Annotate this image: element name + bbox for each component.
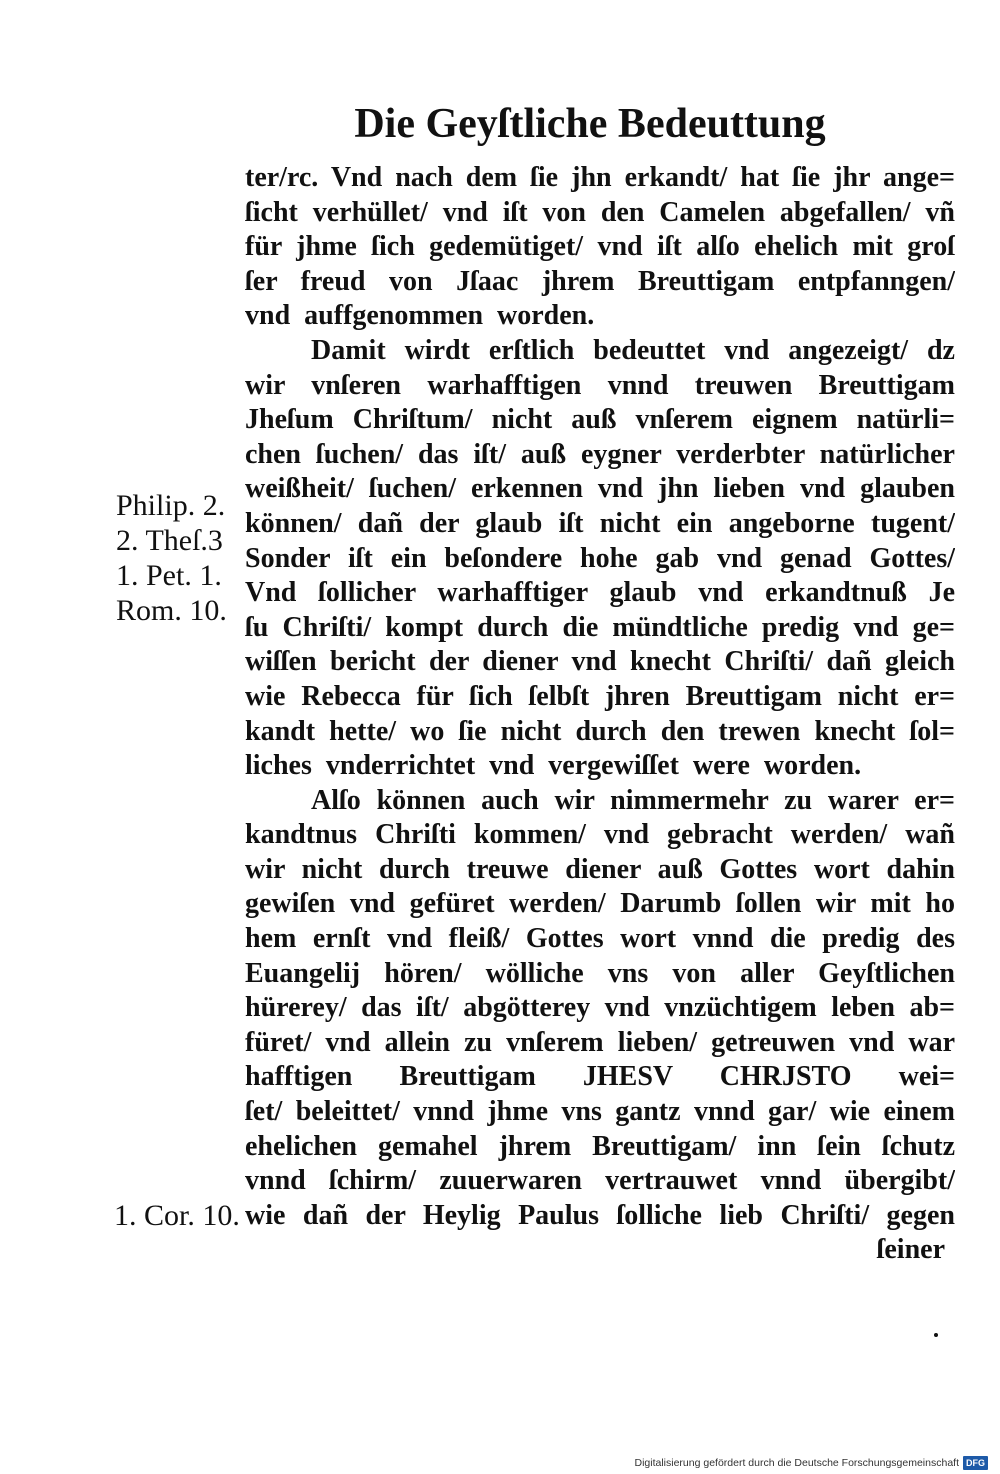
text-line: Alſo können auch wir nimmermehr zu warer er= — [311, 784, 955, 816]
text-line: ſer freud von Jſaac jhrem Breuttigam entpfanngen/ — [245, 265, 955, 297]
text-line: ehelichen gemahel jhrem Breuttigam/ inn ſein ſchutz — [245, 1130, 955, 1162]
text-line: weißheit/ ſuchen/ erkennen vnd jhn lieben vnd glauben — [245, 473, 955, 505]
digitization-credit — [634, 1456, 988, 1470]
text-line: ſet/ beleittet/ vnnd jhme vns gantz vnnd gar/ wie einem — [245, 1096, 955, 1128]
text-line: ſu Chriſti/ kompt durch die mündtliche predig vnd ge= — [245, 611, 955, 643]
margin-note: Rom. 10. — [116, 594, 227, 627]
body-text — [245, 161, 955, 1268]
ink-speck — [934, 1333, 938, 1337]
text-line: wir nicht durch treuwe diener auß Gottes wort dahin — [245, 853, 955, 885]
text-line: vnnd ſchirm/ zuuerwaren vertrauwet vnnd übergibt/ — [245, 1165, 955, 1197]
text-line: füret/ vnd allein zu vnſerem lieben/ getreuwen vnd war — [245, 1026, 955, 1058]
text-line: ſicht verhüllet/ vnd iſt von den Camelen abgefallen/ vñ — [245, 196, 955, 228]
catchword: ſeiner — [876, 1234, 945, 1266]
text-line: gewiſen vnd gefüret werden/ Darumb ſollen wir mit ho — [245, 888, 955, 920]
margin-note: Philip. 2. — [116, 489, 226, 522]
text-line: Euangelij hören/ wölliche vns von aller Geyſtlichen — [245, 957, 955, 989]
dfg-logo: DFG — [963, 1456, 988, 1470]
text-line: ter/rc. Vnd nach dem ſie jhn erkandt/ hat ſie jhr ange= — [245, 162, 955, 193]
text-line: Jheſum Chriſtum/ nicht auß vnſerem eignem natürli= — [245, 404, 955, 436]
text-line: liches vnderrichtet vnd vergewiſſet were worden. — [245, 750, 862, 782]
text-line: wiſſen bericht der diener vnd knecht Chriſti/ dañ gleich — [245, 646, 955, 678]
text-line: hürerey/ das iſt/ abgötterey vnd vnzüchtigem leben ab= — [245, 992, 955, 1024]
text-line: chen ſuchen/ das iſt/ auß eygner verderbter natürlicher — [245, 438, 955, 470]
text-line: kandtnus Chriſti kommen/ vnd gebracht werden/ wañ — [245, 819, 955, 851]
running-title: Die Geyſtliche Bedeuttung — [354, 101, 826, 147]
credit-text: Digitalisierung gefördert durch die Deutsche Forschungsgemeinschaft — [634, 1457, 959, 1469]
text-line: Vnd ſollicher warhafftiger glaub vnd erkandtnuß Je — [245, 577, 955, 609]
text-line: kandt hette/ wo ſie nicht durch den trewen knecht ſol= — [245, 715, 955, 747]
margin-notes — [116, 488, 244, 628]
margin-note: 1. Cor. 10. — [114, 1199, 240, 1232]
margin-note: 2. Theſ.3 — [116, 524, 223, 557]
text-line: hem ernſt vnd fleiß/ Gottes wort vnnd die predig des — [245, 923, 955, 955]
text-line: wie dañ der Heylig Paulus ſolliche lieb Chriſti/ gegen — [245, 1199, 955, 1231]
margin-note: 1. Pet. 1. — [116, 559, 222, 592]
text-line: Sonder iſt ein beſondere hohe gab vnd genad Gottes/ — [245, 542, 955, 574]
text-line: vnd auffgenommen worden. — [245, 300, 595, 332]
text-line: wir vnſeren warhafftigen vnnd treuwen Breuttigam — [245, 369, 955, 401]
text-line: können/ dañ der glaub iſt nicht ein angeborne tugent/ — [245, 507, 955, 539]
text-line: wie Rebecca für ſich ſelbſt jhren Breuttigam nicht er= — [245, 680, 955, 712]
text-line: Damit wirdt erſtlich bedeuttet vnd angezeigt/ dz — [311, 334, 955, 366]
text-line: hafftigen Breuttigam JHESV CHRJSTO wei= — [245, 1061, 955, 1093]
text-line: für jhme ſich gedemütiget/ vnd iſt alſo ehelich mit groſ — [245, 231, 955, 263]
